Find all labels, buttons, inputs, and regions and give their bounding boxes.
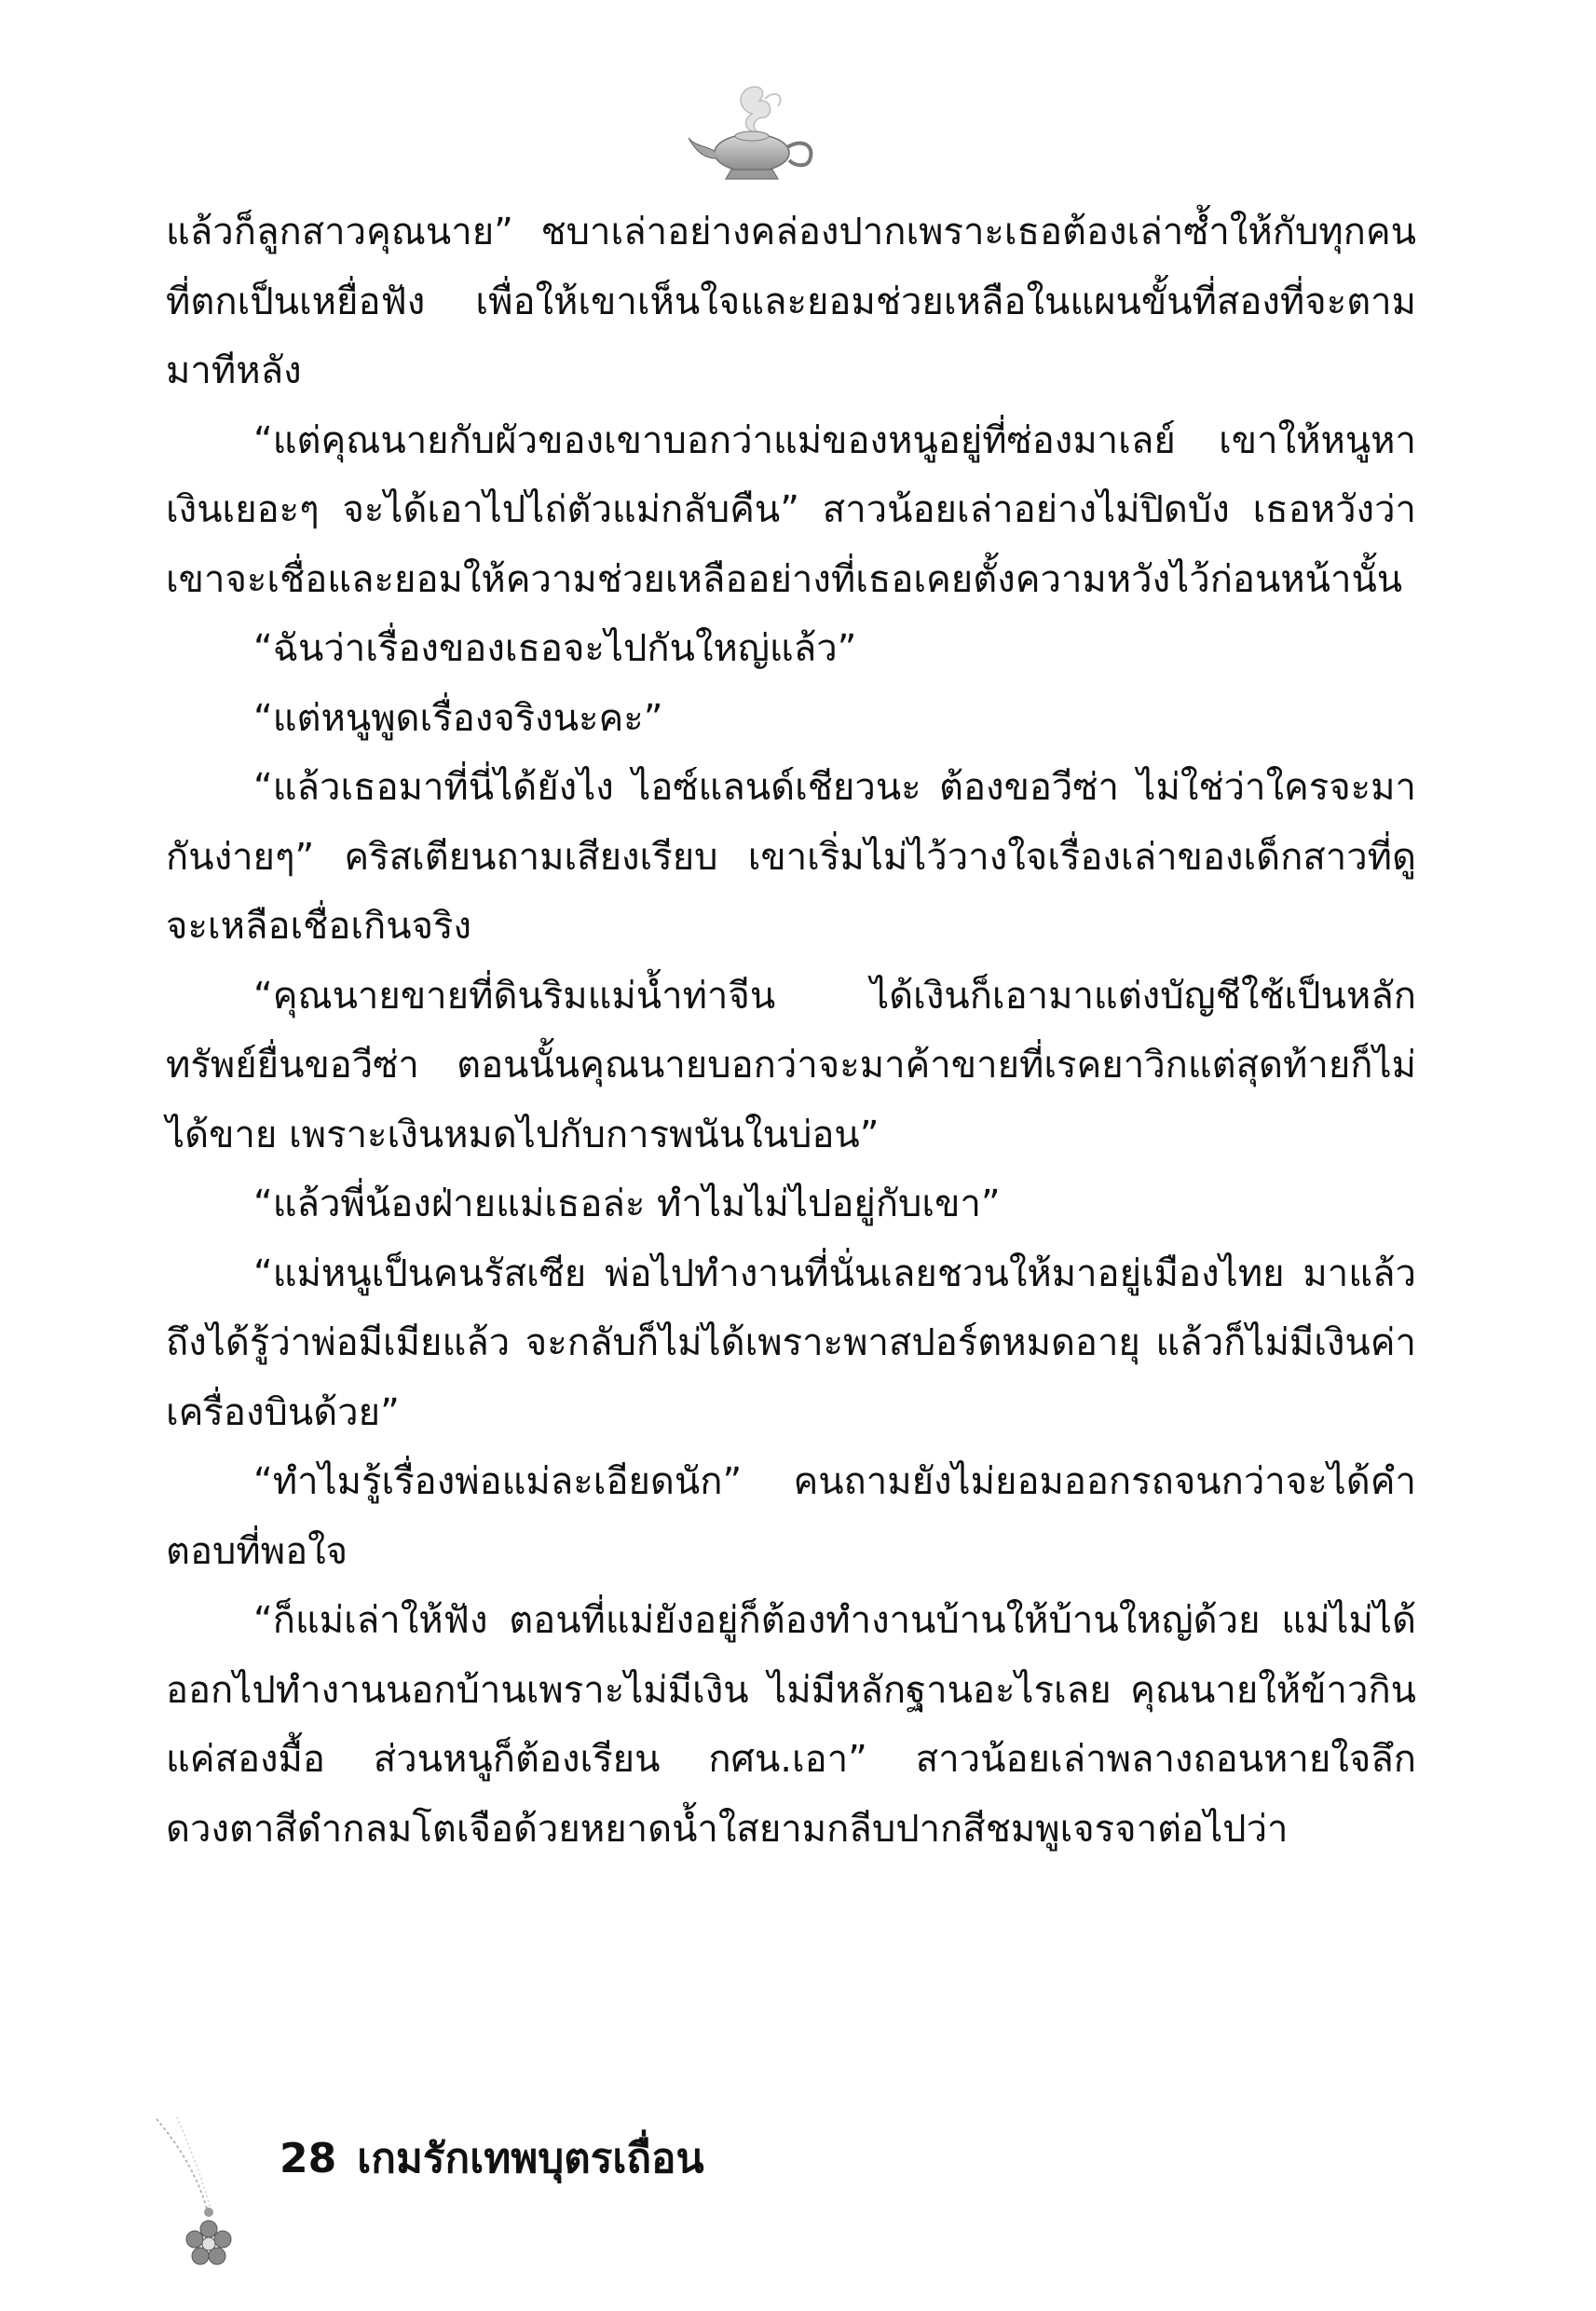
paragraph: “แต่คุณนายกับผัวของเขาบอกว่าแม่ของหนูอยู่ที่ซ่องมาเลย์ เขาให้หนูหาเงินเยอะๆ จะได้เอาไปไถ่ตัวแม่กลับคืน” สาวน้อยเล่าอย่างไม่ปิดบัง เธอหวังว่าเขาจะเชื่อและยอมให้ความช่วยเหลืออย่างที่เธอเคยตั้งความหวังไว้ก่อนหน้านั้น [166,418,1416,601]
body-text [166,198,1416,1864]
magic-lamp-genie-icon [685,80,825,192]
page-footer [280,2136,725,2182]
paragraph: “แม่หนูเป็นคนรัสเซีย พ่อไปทำงานที่นั่นเลยชวนให้มาอยู่เมืองไทย มาแล้วถึงได้รู้ว่าพ่อมีเมียแล้ว จะกลับก็ไม่ได้เพราะพาสปอร์ตหมดอายุ แล้วก็ไม่มีเงินค่าเครื่องบินด้วย” [166,1251,1416,1434]
paragraph: “ก็แม่เล่าให้ฟัง ตอนที่แม่ยังอยู่ก็ต้องทำงานบ้านให้บ้านใหญ่ด้วย แม่ไม่ได้ออกไปทำงานนอกบ้านเพราะไม่มีเงิน ไม่มีหลักฐานอะไรเลย คุณนายให้ข้าวกินแค่สองมื้อ ส่วนหนูก็ต้องเรียน กศน.เอา” สาวน้อยเล่าพลางถอนหายใจลึก ดวงตาสีดำกลมโตเจือด้วยหยาดน้ำใสยามกลีบปากสีชมพูเจรจาต่อไปว่า [166,1599,1416,1851]
paragraph: “แต่หนูพูดเรื่องจริงนะคะ” [253,696,663,740]
book-title: เกมรักเทพบุตรเถื่อน [357,2135,704,2182]
paragraph: “ทำไมรู้เรื่องพ่อแม่ละเอียดนัก” คนถามยังไม่ยอมออกรถจนกว่าจะได้คำตอบที่พอใจ [166,1460,1416,1573]
flower-pendant-necklace-icon [149,2115,261,2274]
paragraph: “ฉันว่าเรื่องของเธอจะไปกันใหญ่แล้ว” [253,627,857,670]
paragraph: แล้วก็ลูกสาวคุณนาย” ชบาเล่าอย่างคล่องปากเพราะเธอต้องเล่าซ้ำให้กับทุกคนที่ตกเป็นเหยื่อฟัง เพื่อให้เขาเห็นใจและยอมช่วยเหลือในแผนขั้นที่สองที่จะตามมาทีหลัง [166,211,1416,392]
page-number: 28 [280,2135,337,2182]
paragraph: “คุณนายขายที่ดินริมแม่น้ำท่าจีน ได้เงินก็เอามาแต่งบัญชีใช้เป็นหลักทรัพย์ยื่นขอวีซ่า ตอนนั้นคุณนายบอกว่าจะมาค้าขายที่เรคยาวิกแต่สุดท้ายก็ไม่ได้ขาย เพราะเงินหมดไปกับการพนันในบ่อน” [166,974,1416,1156]
paragraph: “แล้วพี่น้องฝ่ายแม่เธอล่ะ ทำไมไม่ไปอยู่กับเขา” [253,1183,1001,1225]
paragraph: “แล้วเธอมาที่นี่ได้ยังไง ไอซ์แลนด์เชียวนะ ต้องขอวีซ่า ไม่ใช่ว่าใครจะมากันง่ายๆ” คริสเตียนถามเสียงเรียบ เขาเริ่มไม่ไว้วางใจเรื่องเล่าของเด็กสาวที่ดูจะเหลือเชื่อเกินจริง [166,766,1416,948]
